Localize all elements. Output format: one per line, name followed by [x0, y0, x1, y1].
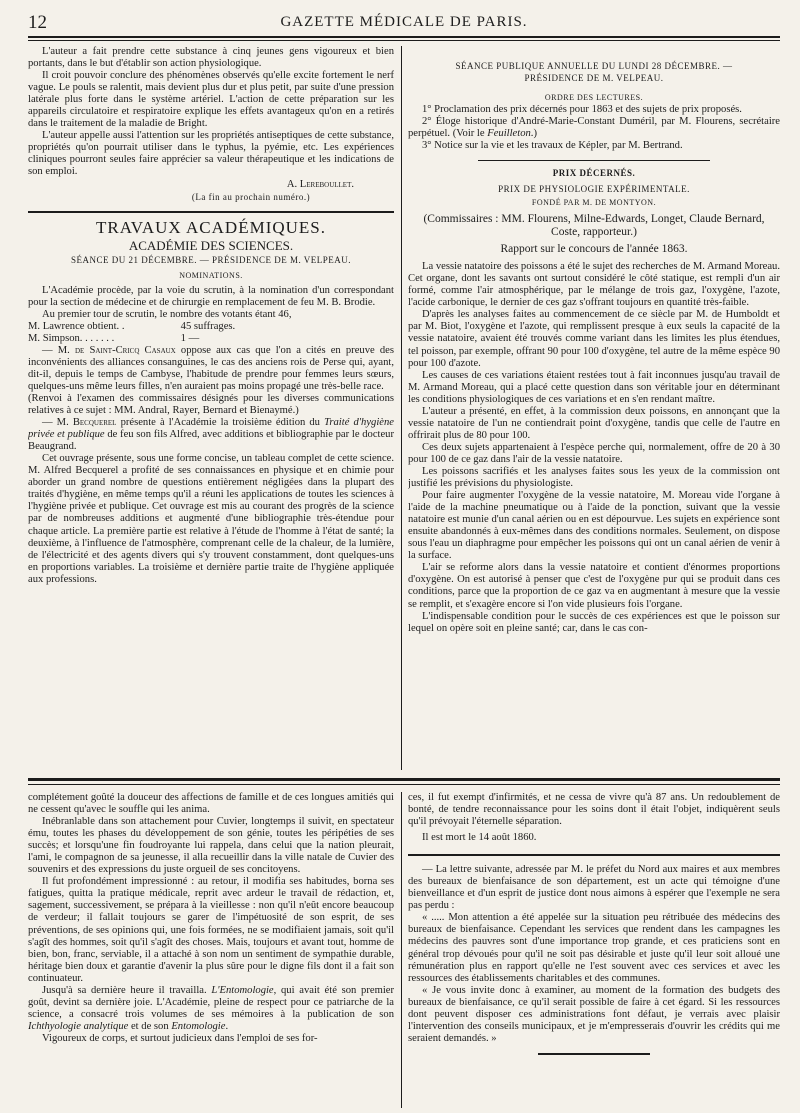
book-title: Traité d'hygiène privée et publique [28, 417, 394, 441]
paragraph: — La lettre suivante, adressée par M. le préfet du Nord aux maires et aux membres des bureaux de bienfaisance de son département, est un acte qui témoigne d'une bienveillance et d'un esprit de justice dont nous aimons à espérer que l'exemple ne sera pas perdu : [408, 864, 780, 912]
vote-name: M. Simpson. . . . . . . [28, 332, 115, 344]
running-title: GAZETTE MÉDICALE DE PARIS. [280, 14, 528, 30]
header-rule [28, 36, 780, 38]
paragraph: Vigoureux de corps, et surtout judicieux dans l'emploi de ses for- [42, 1032, 318, 1044]
top-right-column [408, 46, 780, 770]
vote-count: 45 suffrages. [180, 320, 236, 332]
divider [408, 854, 780, 856]
paragraph: L'auteur appelle aussi l'attention sur les propriétés antiseptiques de cette substance, propriétés qu'on pourrait utiliser dans le typhus, la pyémie, etc. Les expériences cliniques pourront seules faire apprécier sa valeur thérapeutique et les indications de son emploi. [28, 130, 394, 178]
nominations-heading: NOMINATIONS. [179, 270, 243, 280]
paragraph: Inébranlable dans son attachement pour Cuvier, longtemps il suivit, en spectateur ému, toutes les phases du développement de son génie, toutes les péripéties de ses succès; et lorsqu'une fin foudroyante lui rappela, dans celui que la nation pleurait, l'ami, le compagnon de sa jeunesse, il alla recueillir dans la ville natale de Cuvier des souvenirs et des expressions du juste orgueil de ses concitoyens. [28, 816, 394, 876]
book-title: L'Entomologie [211, 984, 274, 996]
paragraph: L'auteur a présenté, en effet, à la commission deux poissons, en annonçant que la vessie natatoire de l'un ne contiendrait point d'oxygène, tandis que celle de l'autre en offrirait plus de 80 pour 100. [408, 405, 780, 441]
top-left-column [28, 46, 394, 770]
paragraph: Il croit pouvoir conclure des phénomènes observés qu'elle excite fortement le nerf vague. Le pouls se ralentit, mais devient plus dur et plus petit, par suite d'une pression latérale plus forte dans le système artériel. L'action de cette préparation sur les appareils circulatoire et respiratoire explique les effets avantageux qu'on en a retirés dans le traitement de la maladie de Bright. [28, 70, 394, 130]
feuilleton-ref: Feuilleton [487, 128, 531, 140]
section-rule [28, 211, 394, 213]
session-heading: SÉANCE PUBLIQUE ANNUELLE DU LUNDI 28 DÉCEMBRE. — [455, 61, 733, 71]
academy-title: ACADÉMIE DES SCIENCES. [128, 237, 294, 253]
speaker-name: — M. Becquerel [42, 417, 117, 429]
session-heading: PRÉSIDENCE DE M. VELPEAU. [524, 73, 664, 83]
header-rule-thin [28, 40, 780, 41]
vote-line [28, 321, 394, 333]
paragraph [28, 345, 394, 393]
paragraph: La vessie natatoire des poissons a été le sujet des recherches de M. Armand Moreau. Cet organe, dont les savants ont surtout considéré le côté statique, est rempli d'un air formé, comme l'air atmosphérique, par le mélange de trois gaz, l'oxygène, l'azote, l'acide carbonique, le dernier de ces gaz s'offrant toujours en quantité très-faible. [408, 261, 780, 309]
paragraph: 1° Proclamation des prix décernés pour 1863 et des sujets de prix proposés. [422, 104, 742, 115]
column-divider [401, 792, 402, 1108]
paragraph: L'auteur a fait prendre cette substance à cinq jeunes gens vigoureux et bien portants, dans le but d'établir son action physiologique. [28, 46, 394, 70]
speaker-name: — M. de Saint-Cricq Casaux [42, 344, 176, 356]
report-title: Rapport sur le concours de l'année 1863. [500, 243, 688, 256]
bottom-right-column [408, 792, 780, 1108]
paragraph [408, 116, 780, 140]
book-title: Ichthyologie analytique [28, 1020, 129, 1032]
paragraph: Ces deux sujets appartenaient à l'espèce perche qui, normalement, offre de 20 à 30 pour 100 de ce gaz dans l'air de la vessie natatoire. [408, 441, 780, 465]
paragraph: L'indispensable condition pour le succès de ces expériences est que le poisson sur lequel on opère soit en pleine santé; car, dans le cas con- [408, 610, 780, 634]
page-header [28, 12, 780, 34]
paragraph: (Renvoi à l'examen des commissaires désignés pour les diverses communications relatives à ce sujet : MM. Andral, Rayer, Bernard et Bienaymé.) [28, 392, 394, 417]
paragraph: Les causes de ces variations étaient restées tout à fait inconnues jusqu'au travail de M. Armand Moreau, qui a placé cette question dans son véritable jour en déterminant les conditions physiologiques de ces variations et en s'en rendant maître. [408, 369, 780, 405]
paragraph: « Je vous invite donc à examiner, au moment de la formation des budgets des bureaux de bienfaisance, ce qu'il serait possible de faire à cet égard. Si les ressources dont peuvent disposer ces administrations font défaut, je verrais avec plaisir l'intervention des conseils municipaux, et je m'empresserais d'ouvrir les crédits qui me seraient demandés. » [408, 984, 780, 1044]
death-date: Il est mort le 14 août 1860. [422, 832, 537, 844]
founded-note: FONDÉ PAR M. DE MONTYON. [531, 198, 657, 208]
paragraph-text: oppose aux cas que l'on a cités en preuve des inconvénients des alliances consanguines, le cas des anciens rois de Perse qui, ayant, dit-il, depuis le temps de Cambyse, l'habitude de prendre pour femmes leurs sœurs, quelques-uns même leurs filles, n'en auraient pas moins propagé une très-belle race. [28, 344, 394, 392]
end-rule [538, 1053, 650, 1055]
paragraph: Au premier tour de scrutin, le nombre des votants étant 46, [42, 308, 292, 320]
section-title: TRAVAUX ACADÉMIQUES. [95, 217, 326, 237]
paragraph: L'Académie procède, par la voie du scrutin, à la nomination d'un correspondant pour la section de médecine et de chirurgie en remplacement de feu M. B. Brodie. [28, 284, 394, 308]
vote-line [28, 333, 394, 345]
paragraph-text: présente à l'Académie la troisième édition du [120, 417, 320, 429]
session-heading: SÉANCE DU 21 DÉCEMBRE. — PRÉSIDENCE DE M. VELPEAU. [70, 254, 352, 265]
paragraph-text: . [225, 1020, 229, 1032]
paragraph-text: Jusqu'à sa dernière heure il travailla. [42, 984, 207, 996]
prize-title: PRIX DE PHYSIOLOGIE EXPÉRIMENTALE. [498, 184, 690, 195]
paragraph: ces, il fut exempt d'infirmités, et ne cessa de vivre qu'à 87 ans. Un redoublement de bonté, de tendre reconnaissance pour les soins dont il était l'objet, indiquèrent seuls qu'il prévoyait l'éternelle séparation. [408, 792, 780, 828]
prizes-heading: PRIX DÉCERNÉS. [552, 168, 636, 179]
paragraph: « ..... Mon attention a été appelée sur la situation peu rétribuée des médecins des bureaux de bienfaisance. Cependant les services que rendent dans les campagnes les médecins des pauvres sont d'une importance trop grande, et ces praticiens sont en général trop dévoués pour qu'il ne soit pas désirable et juste qu'il leur soit alloué une rémunération plus en rapport qu'elle ne l'est souvent avec ces services et avec les ressources des établissements charitables et des communes. [408, 912, 780, 984]
paragraph: Pour faire augmenter l'oxygène de la vessie natatoire, M. Moreau vide l'organe à l'aide de la machine pneumatique ou à l'aide de la ponction, suivant que la vessie natatoire est munie d'un canal aérien ou en est dépourvue. Les sujets en expérience sont ensuite abandonnés à eux-mêmes dans des conditions normales. Seulement, on dispose sous l'eau un diaphragme pour empêcher les poissons qui ont un canal aérien de venir à la surface. [408, 490, 780, 562]
paragraph: L'air se reforme alors dans la vessie natatoire et contient d'énormes proportions d'oxygène. On est autorisé à penser que c'est de l'oxygène pur qui se produit dans ces conditions, parce que la proportion de ce gaz va en augmentant à mesure que la vessie se remplit, et s'exagère encore si l'on vide plusieurs fois l'organe. [408, 562, 780, 610]
paragraph-text: .) [530, 128, 537, 140]
divider [478, 160, 710, 161]
paragraph: Cet ouvrage présente, sous une forme concise, un tableau complet de cette science. M. Alfred Becquerel a profité de ses connaissances en physique et en chimie pour aborder un grand nombre de questions entièrement négligées dans la plupart des traités d'hygiène, en même temps qu'il a réuni les applications de toutes les sciences à l'hygiène privée et publique. Cet ouvrage est mis au courant des progrès de la science par de nombreuses additions et augmenté d'une bibliographie très-étendue pour chaque article. La première partie est relative à l'étude de l'homme à l'état de santé; la deuxième, à l'influence de l'atmosphère, comprenant celle de la chaleur, de la lumière, de l'électricité et des agents divers qui s'y trouvent constamment, dont quelques-uns en proportions variables. La troisième et dernière partie traite de l'hygiène appliquée aux professions. [28, 453, 394, 585]
paragraph-text: 2° Éloge historique d'André-Marie-Constant Duméril, par M. Flourens, secrétaire perpétuel. (Voir le [408, 116, 780, 140]
column-divider [401, 46, 402, 770]
continued-note: (La fin au prochain numéro.) [191, 191, 311, 202]
vote-name: M. Lawrence obtient. . [28, 320, 125, 332]
order-heading: ORDRE DES LECTURES. [544, 93, 644, 102]
paragraph-text: de feu son fils Alfred, avec additions et bibliographie par le docteur Beaugrand. [28, 429, 394, 453]
paragraph: complétement goûté la douceur des affections de famille et de ces longues amitiés qui ne cessent qu'avec le souffle qui les anima. [28, 792, 394, 816]
bottom-left-column [28, 792, 394, 1108]
feuilleton-rule [28, 778, 780, 781]
author-signature: A. Lereboullet. [286, 178, 354, 190]
paragraph-text: , qui avait été son premier goût, devint sa dernière joie. L'Académie, pleine de respect pour ce patriarche de la science, a consacré trois volumes de ses mémoires à la publication de son [28, 984, 394, 1020]
paragraph-text: et de son [130, 1020, 169, 1032]
commissioners: (Commissaires : MM. Flourens, Milne-Edwards, Longet, Claude Bernard, Coste, rapporteur.) [423, 213, 765, 239]
page-number: 12 [28, 12, 47, 33]
paragraph [28, 985, 394, 1033]
vote-count: 1 — [180, 332, 200, 344]
book-title: Entomologie [171, 1020, 226, 1032]
paragraph [28, 417, 394, 453]
paragraph: Les poissons sacrifiés et les analyses faites sous les yeux de la commission ont justifié les prévisions du physiologiste. [408, 465, 780, 490]
paragraph: D'après les analyses faites au commencement de ce siècle par M. de Humboldt et par M. Biot, l'oxygène et l'azote, qui remplissent presque à eux seuls la capacité de la vessie natatoire, avaient été trouvés comme variant dans les limites les plus étendues, tel poisson, par exemple, offrant 90 pour 100 d'oxygène, tel autre de la même espèce 90 pour 100 d'azote. [408, 309, 780, 369]
feuilleton-rule-thin [28, 784, 780, 785]
paragraph: Il fut profondément impressionné : au retour, il modifia ses habitudes, borna ses fatigues, quitta la pratique médicale, reprit avec ardeur le travail de rédaction, et, sagement, successivement, se prépara à la vieillesse : non qu'il n'eût encore beaucoup de verdeur; il fallait toujours se garer de l'impétuosité de son esprit, de ses préventions, de ses opinions qui, une fois formées, ne se modifiaient jamais, soit qu'il s'agît des hommes, soit qu'il s'agît des choses. Mais, toujours et avant tout, homme de bien, bon, franc, serviable, il a attaché à son nom un sentiment de sympathie durable, héritage bien doux et garantie d'avenir la plus sûre pour le digne fils dont il a fait son continuateur. [28, 876, 394, 984]
paragraph: 3° Notice sur la vie et les travaux de Képler, par M. Bertrand. [422, 140, 683, 152]
